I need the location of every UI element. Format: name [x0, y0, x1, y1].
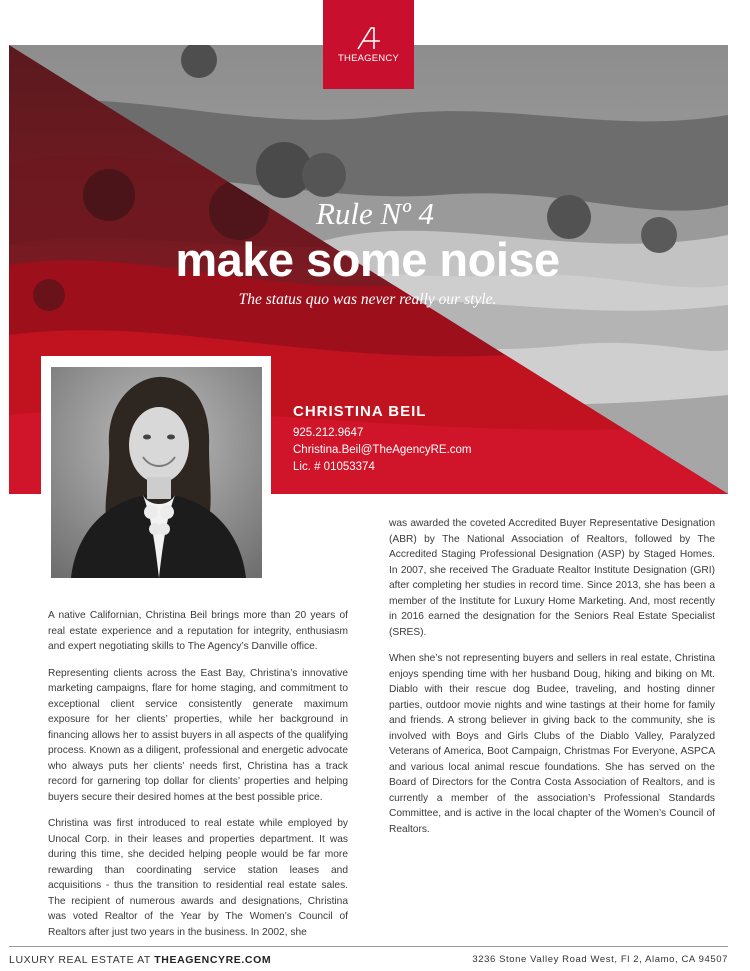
portrait-image	[51, 367, 262, 578]
agency-logo[interactable]	[323, 0, 414, 89]
bio-paragraph: was awarded the coveted Accredited Buyer Representative Designation (ABR) by The National Association of Realtors, followed by The Accredited Staging Professional Designation (ASP) by Staged Homes. In 2007, she received The Graduate Realtor Institute Designation (GRI) after completing her studies in record time. Since 2013, she has been a member of the Institute for Luxury Home Marketing. And, most recently in 2016 earned the designation for the Seniors Real Estate Specialist (SRES).	[389, 518, 715, 638]
agency-logo-icon	[354, 25, 384, 51]
rule-number: Rule Nº 4	[315, 196, 435, 231]
footer-prefix: LUXURY REAL ESTATE AT	[9, 954, 155, 966]
agent-photo-frame	[41, 356, 271, 586]
bio-paragraph: When she’s not representing buyers and sellers in real estate, Christina enjoys spending time with her husband Doug, hiking and biking on Mt. Diablo with their rescue dog Budee, traveling, and hosting dinner parties, outdoor movie nights and wine tastings at their home for family and friends. A strong believer in giving back to the community, she is involved with Boys and Girls Clubs of the Diablo Valley, Paralyzed Veterans of America, Boot Campaign, Christmas For Everyone, ASPCA and various local animal rescue foundations. She has served on the Board of Directors for the Contra Costa Association of Realtors, and is currently a member of the association’s Professional Standards Committee, and is active in the local chapter of the Women’s Council of Realtors.	[389, 653, 715, 835]
logo-wordmark: THEAGENCY	[338, 53, 399, 64]
agent-license: Lic. # 01053374	[293, 461, 375, 473]
agent-portrait-photo	[51, 367, 262, 578]
bio-paragraph: Representing clients across the East Bay, Christina’s innovative marketing campaigns, flare for home staging, and commitment to exceptional client service consistently generate maximum exposure for her clients’ properties, while her background in financing allows her to assist buyers in all aspects of the qualifying process. Known as a diligent, professional and energetic advocate who always puts her clients’ needs first, Christina has a track record for garnering top dollar for clients’ properties and helping buyers secure their desired homes at the best possible price.	[48, 667, 348, 803]
footer-address: 3236 Stone Valley Road West, Fl 2, Alamo, CA 94507	[472, 954, 728, 965]
footer-tagline	[9, 954, 271, 966]
bio-paragraph: A native Californian, Christina Beil brings more than 20 years of real estate experience and a reputation for integrity, enthusiasm and expert negotiating skills to The Agency’s Danville office.	[48, 610, 348, 652]
tagline: The status quo was never really our style.	[238, 291, 497, 308]
bio-column-left	[48, 608, 348, 951]
footer-divider	[9, 946, 728, 947]
agent-phone[interactable]: 925.212.9647	[293, 427, 364, 439]
bio-column-right	[389, 516, 715, 848]
agent-name: CHRISTINA BEIL	[293, 403, 427, 420]
footer-website-link[interactable]: THEAGENCYRE.COM	[154, 954, 272, 966]
agent-email[interactable]: Christina.Beil@TheAgencyRE.com	[293, 444, 472, 456]
agent-contact-block	[293, 403, 472, 476]
bio-paragraph: Christina was first introduced to real estate while employed by Unocal Corp. in their leases and properties department. It was during this time, she decided helping people would be far more rewarding than coordinating service station leases and acquisitions - thus the transition to residential real estate sales. The recipient of numerous awards and designations, Christina was voted Realtor of the Year by The Women’s Council of Realtors after just two years in the business. In 2002, she	[48, 818, 348, 938]
headline: make some noise	[175, 233, 560, 286]
